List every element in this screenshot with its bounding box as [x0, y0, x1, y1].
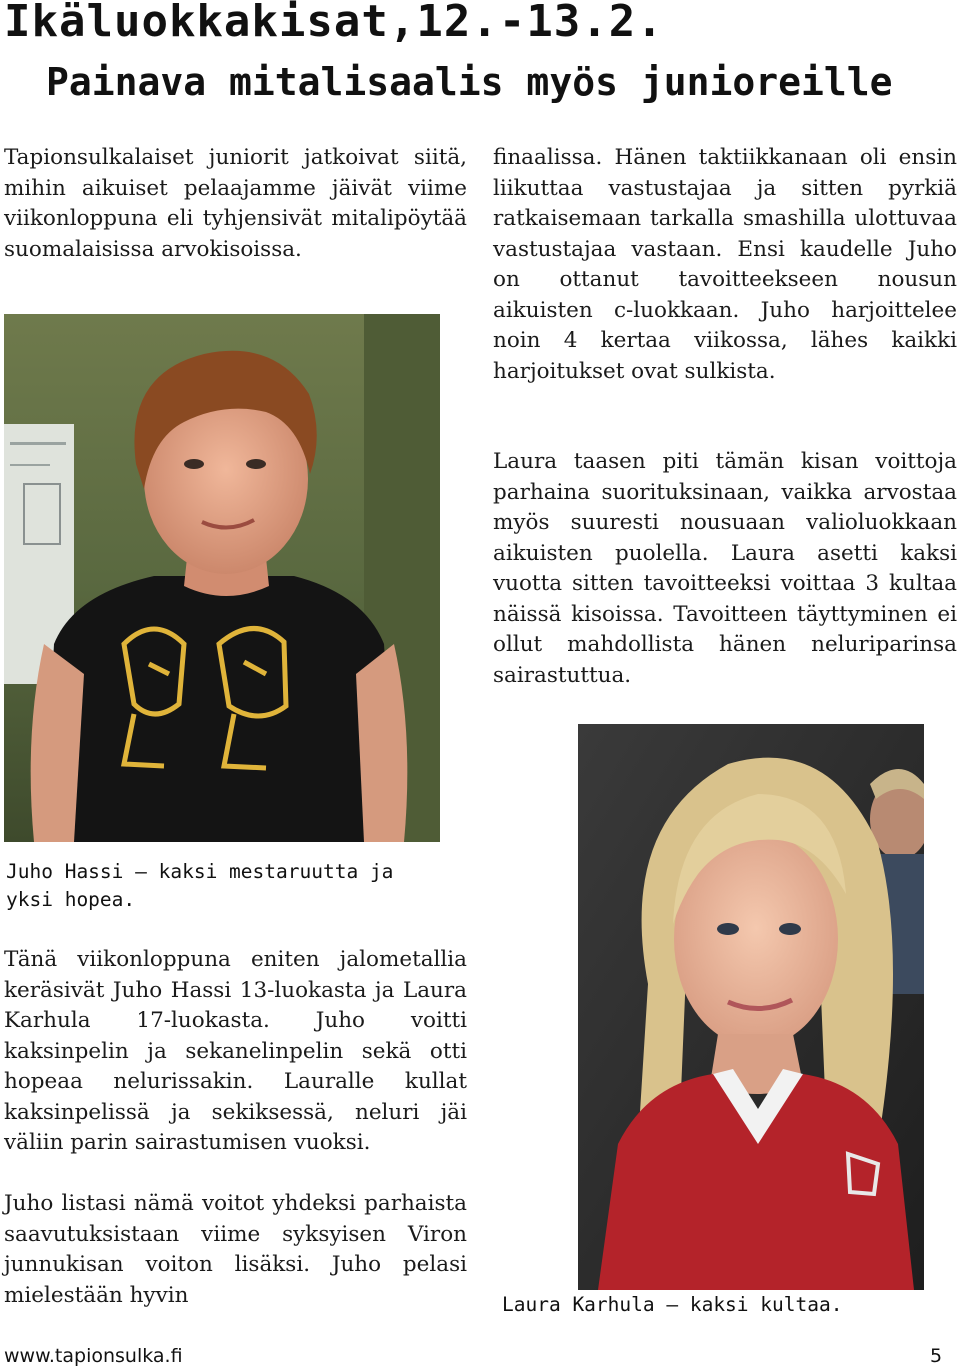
- photo-laura-karhula: [578, 724, 924, 1290]
- article-headline: Painava mitalisaalis myös junioreille: [46, 60, 893, 104]
- footer-url[interactable]: www.tapionsulka.fi: [4, 1345, 183, 1367]
- photo-juho-hassi: [4, 314, 440, 842]
- page-title: Ikäluokkakisat,12.-13.2.: [4, 0, 664, 47]
- article-paragraph-4: Laura taasen piti tämän kisan voittoja parhaina suorituksinaan, vaikka arvostaa myös suuresti nousuaan valioluokkaan aikuisten puolella. Laura asetti kaksi vuotta sitten tavoitteeksi voittaa 3 kultaa näissä kisoissa. Tavoitteen täyttyminen ei ollut mahdollista hänen neluriparinsa sairastuttua.: [493, 449, 957, 688]
- article-paragraph-3: finaalissa. Hänen taktiikkanaan oli ensin liikuttaa vastustajaa ja sitten pyrkiä ratkaisemaan tarkalla smashilla ulottuvaa vastustajaa vastaan. Ensi kaudelle Juho on ottanut tavoitteekseen nousun aikuisten c-luokkaan. Juho harjoittelee noin 4 kertaa viikossa, lähes kaikki harjoitukset ovat sulkista.: [493, 145, 957, 384]
- caption-laura: Laura Karhula – kaksi kultaa.: [502, 1293, 843, 1316]
- intro-paragraph: Tapionsulkalaiset juniorit jatkoivat siitä, mihin aikuiset pelaajamme jäivät viime viikonloppuna eli tyhjensivät mitalipöytää suomalaisissa arvokisoissa.: [4, 145, 467, 262]
- page-number: 5: [930, 1345, 943, 1367]
- article-paragraph-2: Juho listasi nämä voitot yhdeksi parhaista saavutuksistaan viime syksyisen Viron junnukisan voiton lisäksi. Juho pelasi mielestään hyvin: [4, 1191, 467, 1308]
- caption-juho: Juho Hassi – kaksi mestaruutta ja yksi hopea.: [6, 860, 394, 911]
- article-paragraph-1: Tänä viikonloppuna eniten jalometallia keräsivät Juho Hassi 13-luokasta ja Laura Karhula 17-luokasta. Juho voitti kaksinpelin ja sekanelinpelin sekä otti hopeaa nelurissakin. Lauralle kullat kaksinpelissä ja sekiksessä, neluri jäi väliin parin sairastumisen vuoksi.: [4, 947, 467, 1155]
